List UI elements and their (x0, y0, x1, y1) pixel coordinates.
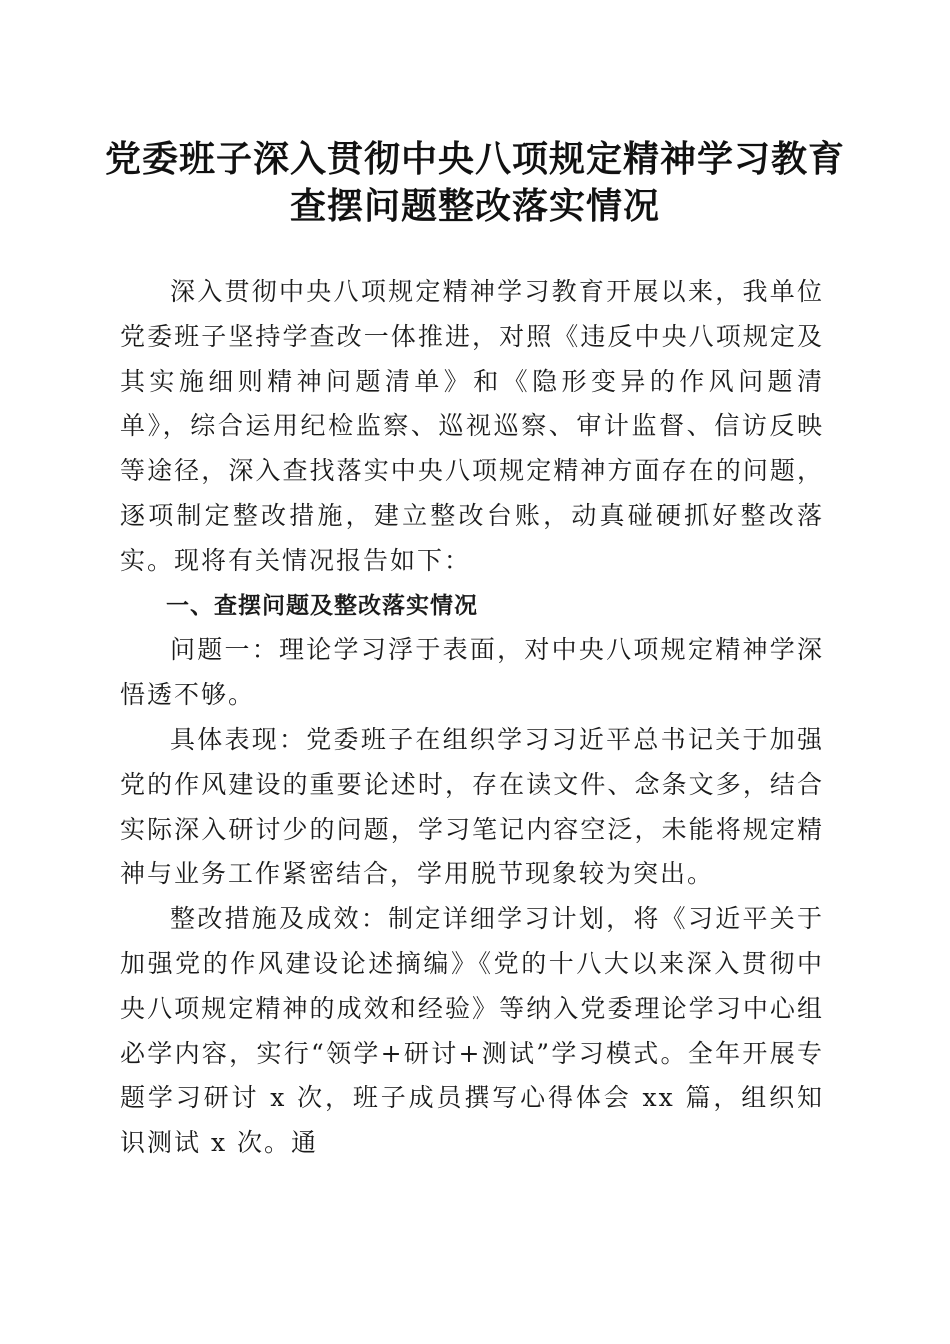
document-body (120, 270, 824, 1166)
manifestation-1-paragraph: 具体表现：党委班子在组织学习习近平总书记关于加强党的作风建设的重要论述时，存在读文件、念条文多，结合实际深入研讨少的问题，学习笔记内容空泛，未能将规定精神与业务工作紧密结合，学用脱节现象较为突出。 (120, 724, 824, 889)
section-heading-1: 一、查摆问题及整改落实情况 (166, 592, 478, 619)
measures-1-paragraph: 整改措施及成效：制定详细学习计划，将《习近平关于加强党的作风建设论述摘编》《党的十八大以来深入贯彻中央八项规定精神的成效和经验》等纳入党委理论学习中心组必学内容，实行“领学+研讨+测试”学习模式。全年开展专题学习研讨 x 次，班子成员撰写心得体会 xx 篇，组织知识测试 x 次。通 (120, 904, 824, 1158)
problem-1-paragraph: 问题一：理论学习浮于表面，对中央八项规定精神学深悟透不够。 (120, 635, 824, 710)
document-title-line-1: 党委班子深入贯彻中央八项规定精神学习教育 (104, 138, 845, 180)
intro-paragraph: 深入贯彻中央八项规定精神学习教育开展以来，我单位党委班子坚持学查改一体推进，对照《违反中央八项规定及其实施细则精神问题清单》和《隐形变异的作风问题清单》，综合运用纪检监察、巡视巡察、审计监督、信访反映等途径，深入查找落实中央八项规定精神方面存在的问题，逐项制定整改措施，建立整改台账，动真碰硬抓好整改落实。现将有关情况报告如下： (120, 277, 824, 575)
document-title-line-2: 查摆问题整改落实情况 (289, 185, 660, 227)
